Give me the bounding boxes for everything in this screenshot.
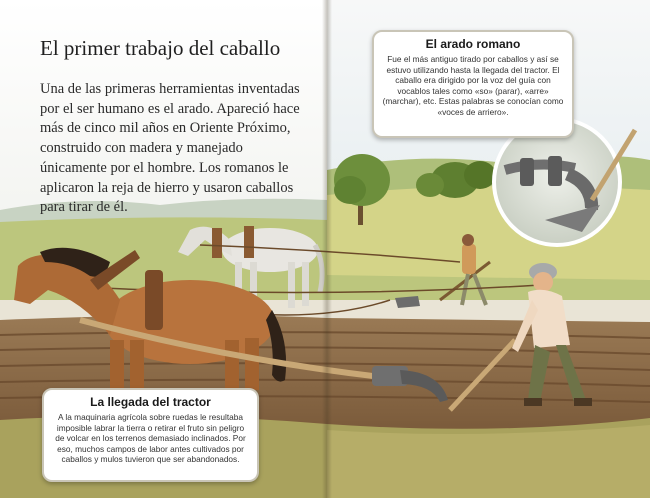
info-box-title: El arado romano: [425, 37, 521, 51]
info-box-text: A la maquinaria agrícola sobre ruedas le resultaba imposible labrar la tierra o retirar el fruto sin peligro de volcar en los terrenos demasiado inclinados. Por eso, muchos campos de labor antes cultivados por caballos y mulos tuvieron que ser abandonados.: [55, 412, 246, 465]
book-gutter: [322, 0, 332, 498]
info-box-arado-romano: [372, 30, 574, 138]
page-title: El primer trabajo del caballo: [40, 36, 281, 60]
info-box-tractor: [42, 388, 259, 482]
intro-paragraph: Una de las primeras herramientas inventadas por el ser humano es el arado. Apareció hace más de cinco mil años en Oriente Próximo, construido con madera y manejado únicamente por el hombre. Los romanos le aplicaron la reja de hierro y usaron caballos para tirar de él.: [40, 81, 300, 216]
info-box-text: Fue el más antiguo tirado por caballos y así se estuvo utilizando hasta la llegada del tractor. El caballo era dirigido por la voz del guía con vocablos tales como «so» (parar), «arre» (marchar), etc. Estas palabras se conocían como «voces de arriero».: [382, 54, 564, 117]
info-box-title: La llegada del tractor: [90, 395, 211, 409]
